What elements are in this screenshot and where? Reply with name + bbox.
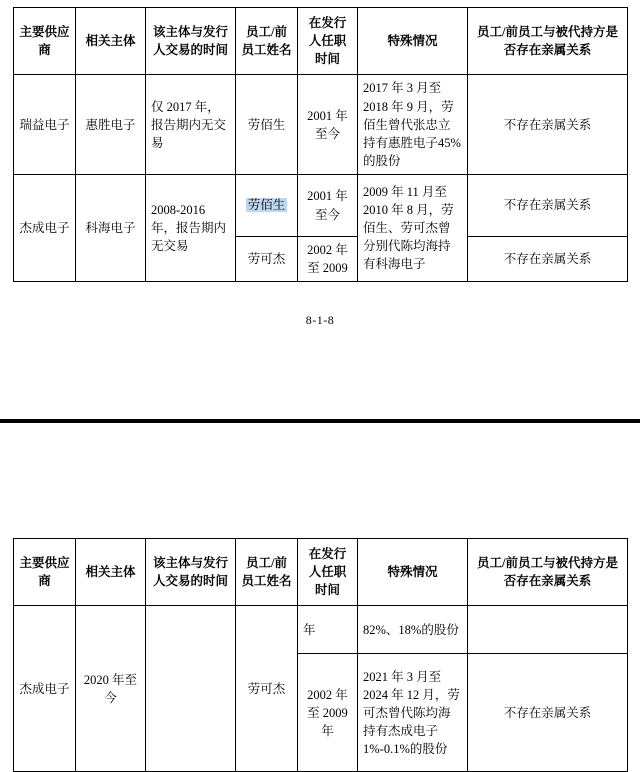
highlighted-employee-name: 劳佰生 [247, 198, 286, 213]
header-cell-trade-period: 该主体与发行人交易的时间 [146, 539, 236, 606]
supplier-table-one [13, 7, 628, 282]
cell-employee-highlighted [236, 175, 298, 237]
header-cell-relation: 员工/前员工与被代持方是否存在亲属关系 [468, 539, 628, 606]
cell-relation: 不存在亲属关系 [468, 75, 628, 175]
header-cell-trade-period: 该主体与发行人交易的时间 [146, 8, 236, 75]
cell-tenure: 2001 年至今 [298, 75, 358, 175]
cell-tenure: 2001 年至今 [298, 175, 358, 237]
header-cell-tenure: 在发行人任职时间 [298, 539, 358, 606]
cell-relation-empty [468, 606, 628, 654]
supplier-table-two [13, 538, 628, 772]
table-row [14, 175, 628, 237]
cell-special: 2021 年 3 月至 2024 年 12 月，劳可杰曾代陈均海持有杰成电子1%-0.1%的股份 [358, 654, 468, 772]
cell-employee: 劳可杰 [236, 237, 298, 282]
header-cell-entity: 相关主体 [76, 539, 146, 606]
page-divider [0, 419, 640, 423]
cell-employee: 劳可杰 [236, 606, 298, 772]
cell-tenure: 2002 年至 2009 年 [298, 654, 358, 772]
cell-trade-period [146, 606, 236, 772]
cell-special: 2009 年 11 月至 2010 年 8 月，劳佰生、劳可杰曾分别代陈均海持有科海电子 [358, 175, 468, 282]
cell-relation: 不存在亲属关系 [468, 237, 628, 282]
header-cell-supplier: 主要供应商 [14, 8, 76, 75]
cell-relation: 不存在亲属关系 [468, 175, 628, 237]
header-cell-employee: 员工/前员工姓名 [236, 539, 298, 606]
table-header-row [14, 539, 628, 606]
table-header-row [14, 8, 628, 75]
table-row [14, 606, 628, 654]
header-cell-tenure: 在发行人任职时间 [298, 8, 358, 75]
table-row [14, 75, 628, 175]
cell-relation: 不存在亲属关系 [468, 654, 628, 772]
cell-trade-period: 仅 2017 年，报告期内无交易 [146, 75, 236, 175]
header-cell-employee: 员工/前员工姓名 [236, 8, 298, 75]
header-cell-relation: 员工/前员工与被代持方是否存在亲属关系 [468, 8, 628, 75]
cell-special: 2017 年 3 月至 2018 年 9 月，劳佰生曾代张忠立持有惠胜电子45%的股份 [358, 75, 468, 175]
cell-employee: 劳佰生 [236, 75, 298, 175]
cell-entity: 2020 年至今 [76, 606, 146, 772]
cell-supplier: 杰成电子 [14, 606, 76, 772]
header-cell-supplier: 主要供应商 [14, 539, 76, 606]
cell-supplier: 杰成电子 [14, 175, 76, 282]
cell-tenure-partial: 年 [298, 606, 358, 654]
cell-entity: 科海电子 [76, 175, 146, 282]
cell-special-partial: 82%、18%的股份 [358, 606, 468, 654]
header-cell-special: 特殊情况 [358, 539, 468, 606]
header-cell-entity: 相关主体 [76, 8, 146, 75]
cell-tenure: 2002 年至 2009 [298, 237, 358, 282]
cell-entity: 惠胜电子 [76, 75, 146, 175]
page-number: 8-1-8 [305, 313, 335, 327]
header-cell-special: 特殊情况 [358, 8, 468, 75]
cell-trade-period: 2008-2016 年，报告期内无交易 [146, 175, 236, 282]
cell-supplier: 瑞益电子 [14, 75, 76, 175]
